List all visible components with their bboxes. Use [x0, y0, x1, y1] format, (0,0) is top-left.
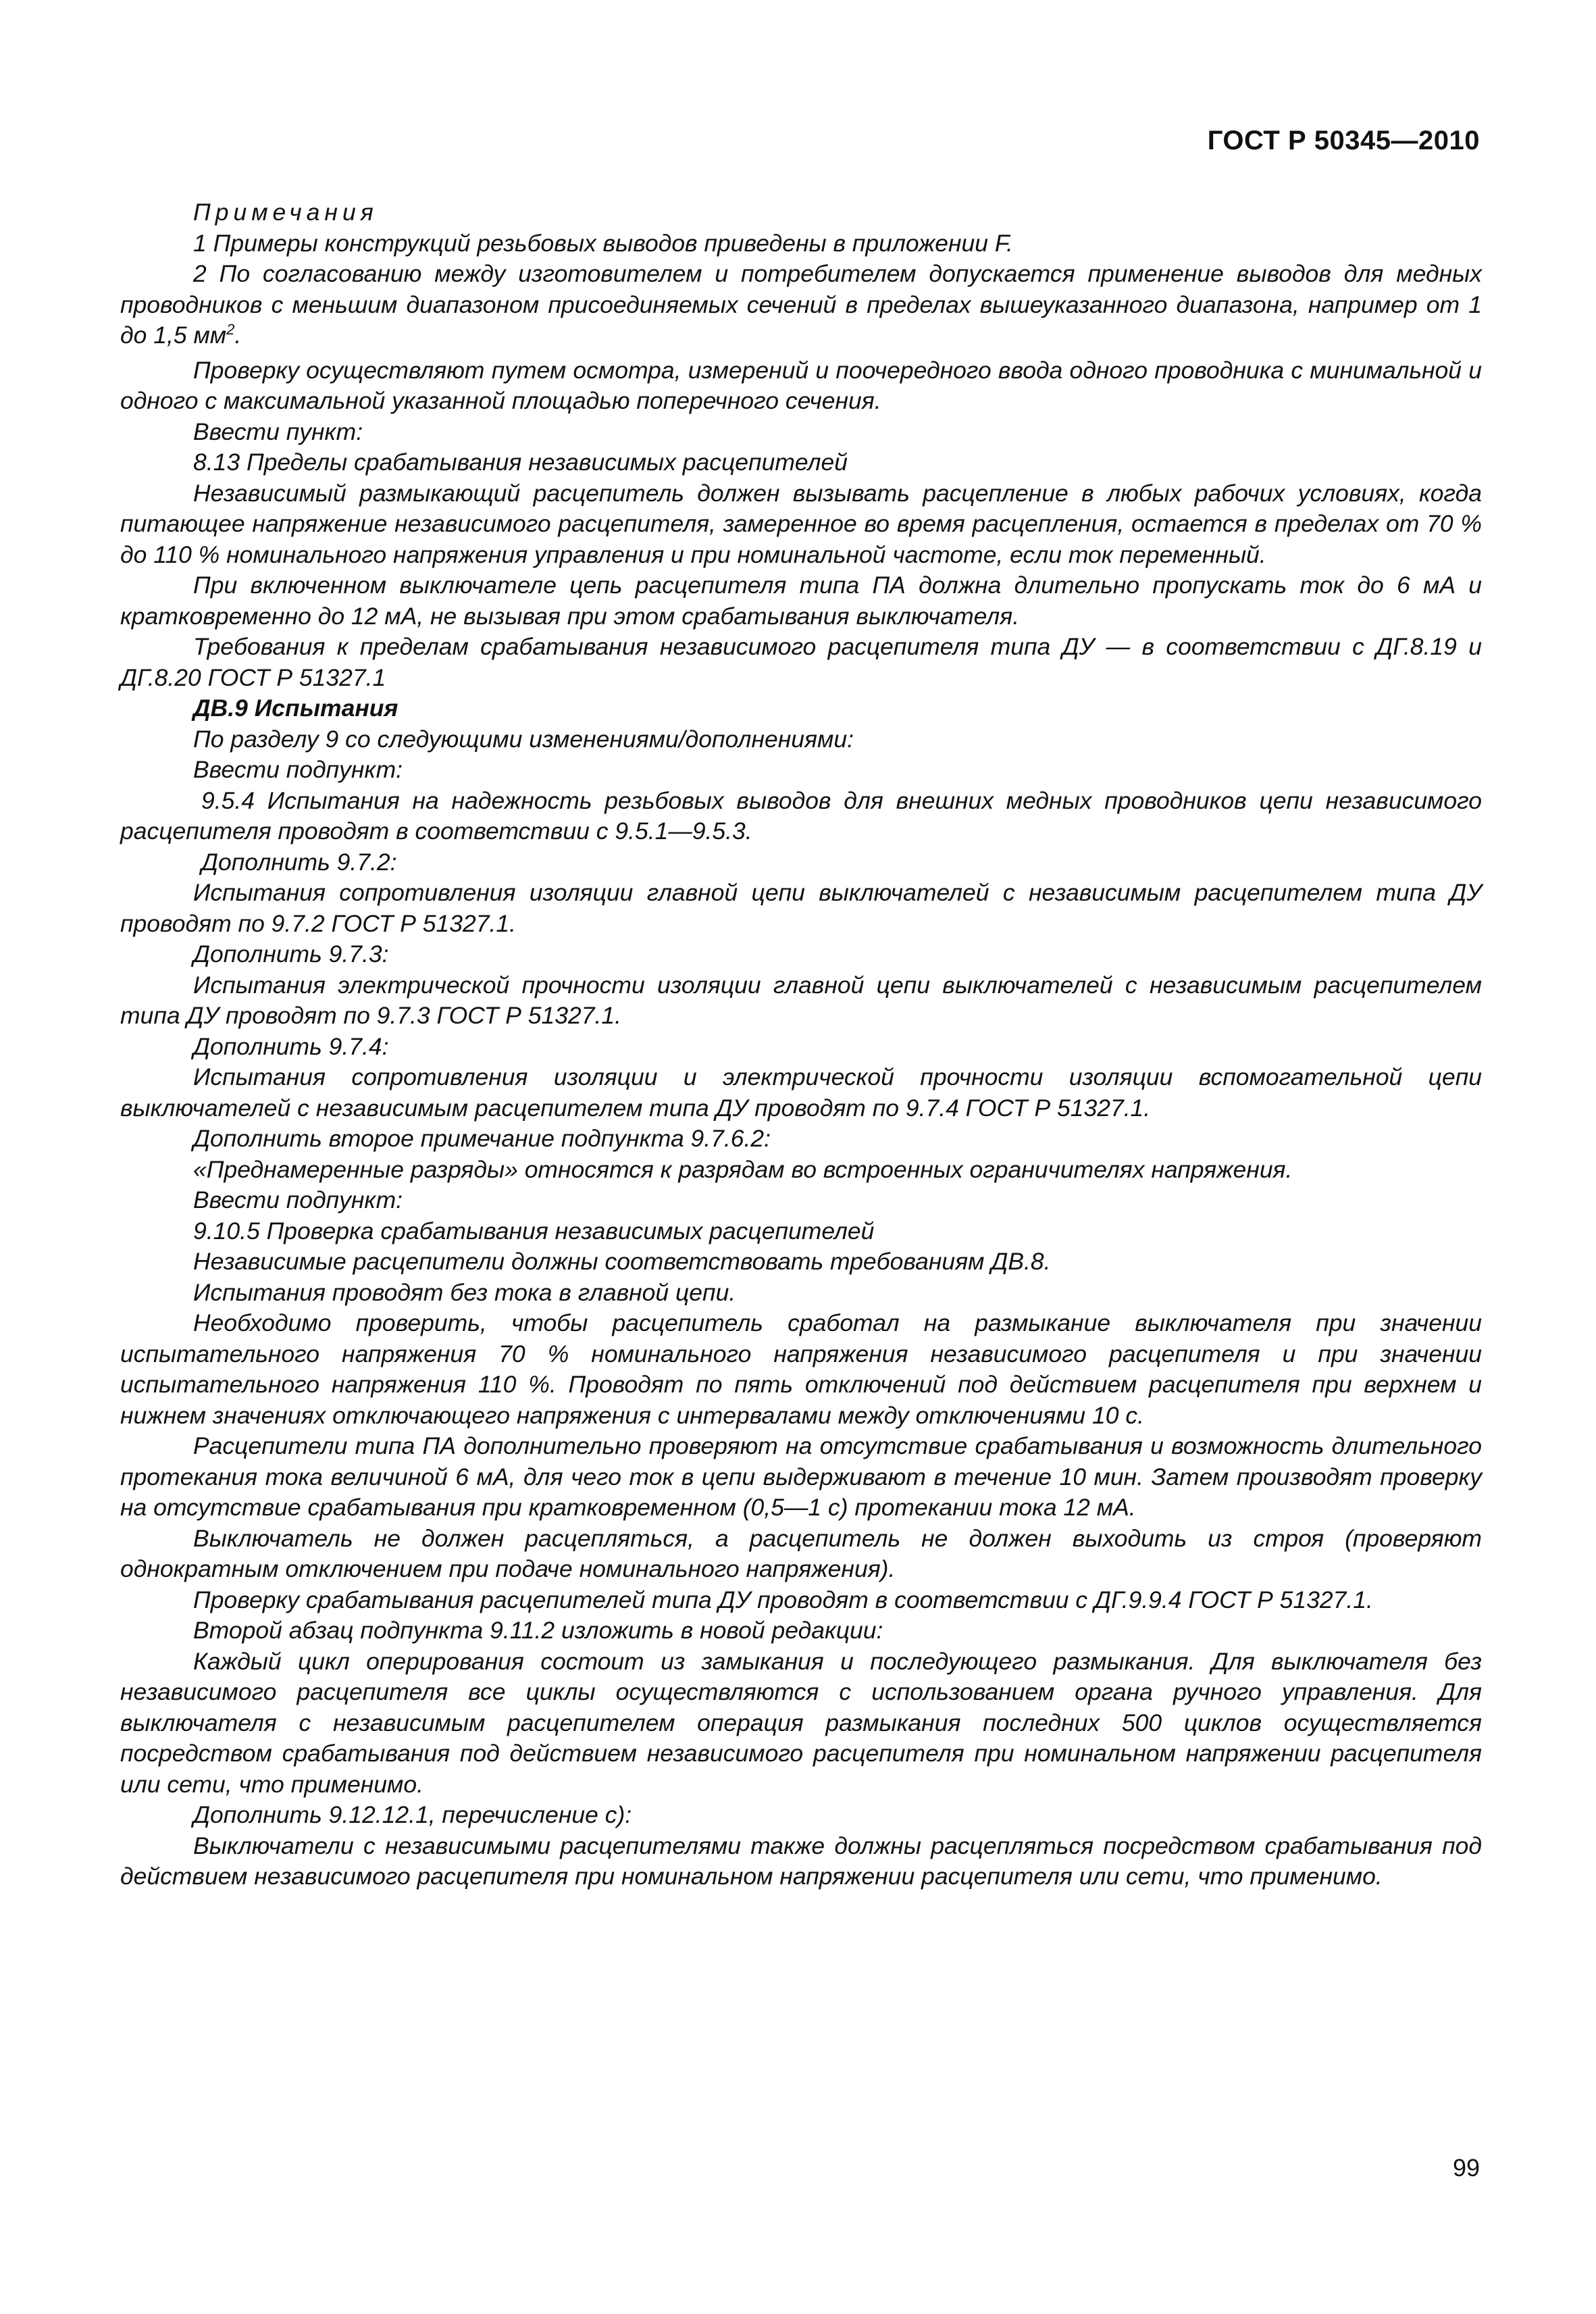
instruction-9-12-12-1: Дополнить 9.12.12.1, перечисление с): — [193, 1801, 632, 1828]
note-2 — [120, 259, 1482, 351]
clause-8-13-heading: 8.13 Пределы срабатывания независимых расцепителей — [193, 449, 848, 476]
instruction-add-subclause-1: Ввести подпункт: — [193, 756, 403, 783]
paragraph-9-7-2: Испытания сопротивления изоляции главной цепи выключателей с независимым расцепителем типа ДУ проводят по 9.7.2 ГОСТ Р 51327.1. — [120, 879, 1482, 937]
paragraph-operating-cycle: Каждый цикл оперирования состоит из замыкания и последующего размыкания. Для выключателя без независимого расцепителя все циклы осуществляются с использованием органа ручного управления. Для выключателя с независимым расцепителем операция размыкания последних 500 циклов осуществляется посредством срабатывания под действием независимого расцепителя при номинальном напряжении расцепителя или сети, что применимо. — [120, 1647, 1482, 1798]
paragraph-inspection: Проверку осуществляют путем осмотра, измерений и поочередного ввода одного проводника с минимальной и одного с максимальной указанной площадью поперечного сечения. — [120, 356, 1482, 414]
paragraph-test-voltage: Необходимо проверить, чтобы расцепитель сработал на размыкание выключателя при значении испытательного напряжения 70 % номинального напряжения независимого расцепителя и при значении испытательного напряжения 110 %. Проводят по пять отключений под действием расцепителя при верхнем и нижнем значениях отключающего напряжения с интервалами между отключениями 10 с. — [120, 1309, 1482, 1429]
paragraph-intentional-discharges: «Преднамеренные разряды» относятся к разрядам во встроенных ограничителях напряжения. — [193, 1155, 1293, 1183]
instruction-add-clause: Ввести пункт: — [193, 418, 363, 445]
paragraph-requirements-dv8: Независимые расцепители должны соответствовать требованиям ДВ.8. — [193, 1248, 1051, 1275]
notes-title: Примечания — [193, 199, 378, 226]
paragraph-no-tripping: Выключатель не должен расцепляться, а расцепитель не должен выходить из строя (проверяют однократным отключением при подаче номинального напряжения). — [120, 1524, 1482, 1582]
paragraph-no-current: Испытания проводят без тока в главной цепи. — [193, 1278, 736, 1306]
paragraph-pa-check: Расцепители типа ПА дополнительно проверяют на отсутствие срабатывания и возможность длительного протекания тока величиной 6 мА, для чего ток в цепи выдерживают в течение 10 мин. Затем производят проверку на отсутствие срабатывания при кратковременном (0,5—1 с) протекании тока 12 мА. — [120, 1432, 1482, 1521]
subclause-9-5-4: 9.5.4 Испытания на надежность резьбовых выводов для внешних медных проводников цепи независимого расцепителя проводят в соответствии с 9.5.1—9.5.3. — [120, 786, 1482, 845]
section-dv9-heading: ДВ.9 Испытания — [193, 695, 398, 722]
instruction-supplement-9-7-3: Дополнить 9.7.3: — [193, 940, 389, 967]
instruction-supplement-9-7-2: Дополнить 9.7.2: — [201, 848, 397, 876]
subclause-9-10-5-heading: 9.10.5 Проверка срабатывания независимых расцепителей — [193, 1217, 875, 1244]
paragraph-9-7-4: Испытания сопротивления изоляции и электрической прочности изоляции вспомогательной цепи выключателей с независимым расцепителем типа ДУ проводят по 9.7.4 ГОСТ Р 51327.1. — [120, 1063, 1482, 1122]
paragraph-pa-release: При включенном выключателе цепь расцепителя типа ПА должна длительно пропускать ток до 6 мА и кратковременно до 12 мА, не вызывая при этом срабатывания выключателя. — [120, 572, 1482, 630]
instruction-supplement-9-7-6-2: Дополнить второе примечание подпункта 9.7.6.2: — [193, 1125, 771, 1152]
paragraph-9-7-3: Испытания электрической прочности изоляции главной цепи выключателей с независимым расцепителем типа ДУ проводят по 9.7.3 ГОСТ Р 51327.1. — [120, 971, 1482, 1029]
instruction-9-11-2: Второй абзац подпункта 9.11.2 изложить в новой редакции: — [193, 1617, 883, 1644]
instruction-supplement-9-7-4: Дополнить 9.7.4: — [193, 1032, 389, 1060]
document-body — [120, 197, 1482, 1892]
note-1: 1 Примеры конструкций резьбовых выводов приведены в приложении F. — [193, 229, 1013, 257]
note-2-end: . — [234, 322, 242, 349]
paragraph-shunt-release: Независимый размыкающий расцепитель должен вызывать расцепление в любых рабочих условиях, когда питающее напряжение независимого расцепителя, замеренное во время расцепления, остается в пределах от 70 % до 110 % номинального напряжения управления и при номинальной частоте, если ток переменный. — [120, 479, 1482, 568]
note-2-text: 2 По согласованию между изготовителем и потребителем допускается применение выводов для медных проводников с меньшим диапазоном присоединяемых сечений в пределах вышеуказанного диапазона, например от 1 до 1,5 мм — [120, 260, 1482, 349]
paragraph-du-check: Проверку срабатывания расцепителей типа ДУ проводят в соответствии с ДГ.9.9.4 ГОСТ Р 51327.1. — [193, 1586, 1373, 1613]
note-2-superscript: 2 — [226, 321, 235, 338]
paragraph-section-9: По разделу 9 со следующими изменениями/дополнениями: — [193, 725, 854, 753]
document-id-header: ГОСТ Р 50345—2010 — [1207, 126, 1480, 155]
paragraph-du-release: Требования к пределам срабатывания независимого расцепителя типа ДУ — в соответствии с ДГ.8.19 и ДГ.8.20 ГОСТ Р 51327.1 — [120, 633, 1482, 691]
instruction-add-subclause-2: Ввести подпункт: — [193, 1186, 403, 1213]
page-number: 99 — [1452, 2154, 1480, 2182]
paragraph-shunt-tripping: Выключатели с независимыми расцепителями также должны расцепляться посредством срабатывания под действием независимого расцепителя при номинальном напряжении расцепителя или сети, что применимо. — [120, 1832, 1482, 1890]
